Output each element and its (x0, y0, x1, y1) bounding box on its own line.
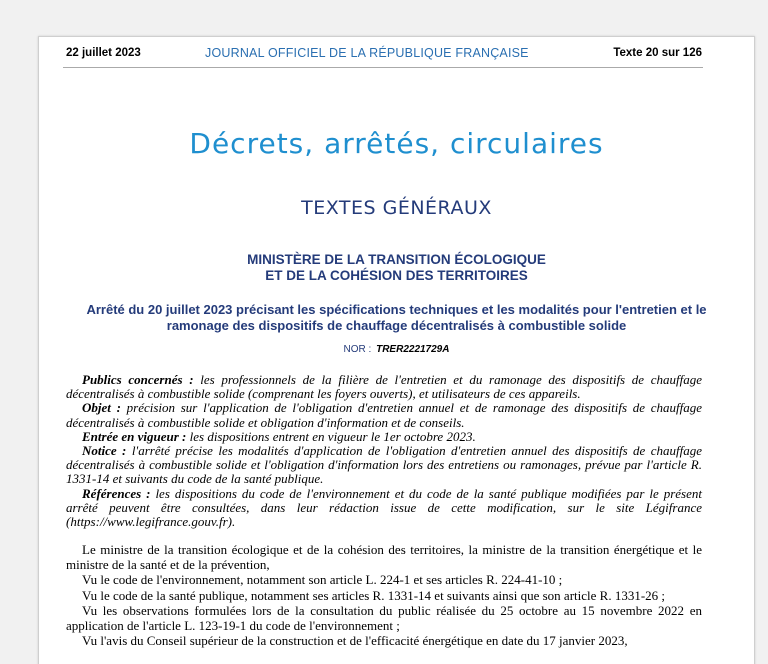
header-divider (63, 67, 703, 68)
body-paragraph: Le ministre de la transition écologique et de la cohésion des territoires, la ministre de la transition énergétique et le ministre de la santé et de la prévention, (66, 542, 702, 573)
notice-label: Entrée en vigueur : (82, 428, 187, 444)
notice-paragraph (66, 487, 702, 530)
notice-text: les dispositions entrent en vigueur le 1er octobre 2023. (189, 428, 476, 444)
notice-paragraph (66, 444, 702, 487)
notice-text: les professionnels de la filière de l'entretien et du ramonage des dispositifs de chauffage décentralisés à combustible solide (comprenant les foyers ouverts), et utilisateurs de ces appareils. (66, 372, 702, 402)
notice-label: Publics concernés : (82, 372, 194, 387)
header-date: 22 juillet 2023 (66, 47, 141, 59)
notice-text: précision sur l'application de l'obligation d'entretien annuel et de ramonage des dispositifs de chauffage décentralisés à combustible solide et obligation d'information et de conseils. (66, 400, 703, 430)
ministry-line-2: ET DE LA COHÉSION DES TERRITOIRES (265, 268, 528, 283)
body-paragraph: Vu les observations formulées lors de la consultation du public réalisée du 25 octobre au 15 novembre 2022 en application de l'article L. 123-19-1 du code de l'environnement ; (66, 602, 702, 634)
body-text (66, 542, 702, 648)
notice-text: l'arrêté précise les modalités d'application de l'obligation d'entretien annuel des dispositifs de chauffage décentralisés à combustible solide et l'obligation d'information lors des entretiens ou ramonages, prévue par l'article R. 1331-14 et suivants du code de la santé publique. (66, 443, 703, 487)
notice-text: les dispositions du code de l'environnement et du code de la santé publique modifiées par le présent arrêté peuvent être consultées, dans leur rédaction issue de cette modification, sur le site Légifrance (https://www.legifrance.gouv.fr). (66, 485, 702, 530)
main-title: Décrets, arrêtés, circulaires (189, 127, 604, 160)
ministry-heading (39, 252, 754, 284)
body-paragraph: Vu l'avis du Conseil supérieur de la construction et de l'efficacité énergétique en date du 17 janvier 2023, (82, 633, 628, 649)
body-paragraph: Vu le code de la santé publique, notamment ses articles R. 1331-14 et suivants ainsi que son article R. 1331-26 ; (82, 587, 666, 603)
nor-reference (39, 344, 754, 355)
header-journal-title: JOURNAL OFFICIEL DE LA RÉPUBLIQUE FRANÇAISE (205, 46, 529, 60)
document-page (38, 36, 755, 664)
notice-block (66, 373, 702, 529)
section-title: TEXTES GÉNÉRAUX (301, 197, 492, 219)
decree-title: Arrêté du 20 juillet 2023 précisant les spécifications techniques et les modalités pour l'entretien et le ramonage des dispositifs de chauffage décentralisés à combustible solide (86, 302, 707, 333)
body-paragraph: Vu le code de l'environnement, notamment son article L. 224-1 et ses articles R. 224-41-10 ; (82, 572, 563, 588)
nor-label: NOR : (343, 344, 372, 355)
notice-paragraph (66, 401, 702, 429)
nor-code: TRER2221729A (376, 344, 450, 355)
notice-paragraph (66, 373, 702, 401)
notice-paragraph (66, 430, 702, 444)
notice-label: Références : (82, 485, 151, 501)
notice-label: Objet : (82, 400, 121, 416)
notice-label: Notice : (82, 443, 127, 459)
scrollbar[interactable] (762, 0, 768, 664)
ministry-line-1: MINISTÈRE DE LA TRANSITION ÉCOLOGIQUE (247, 252, 546, 267)
header-page-ref: Texte 20 sur 126 (613, 47, 702, 59)
